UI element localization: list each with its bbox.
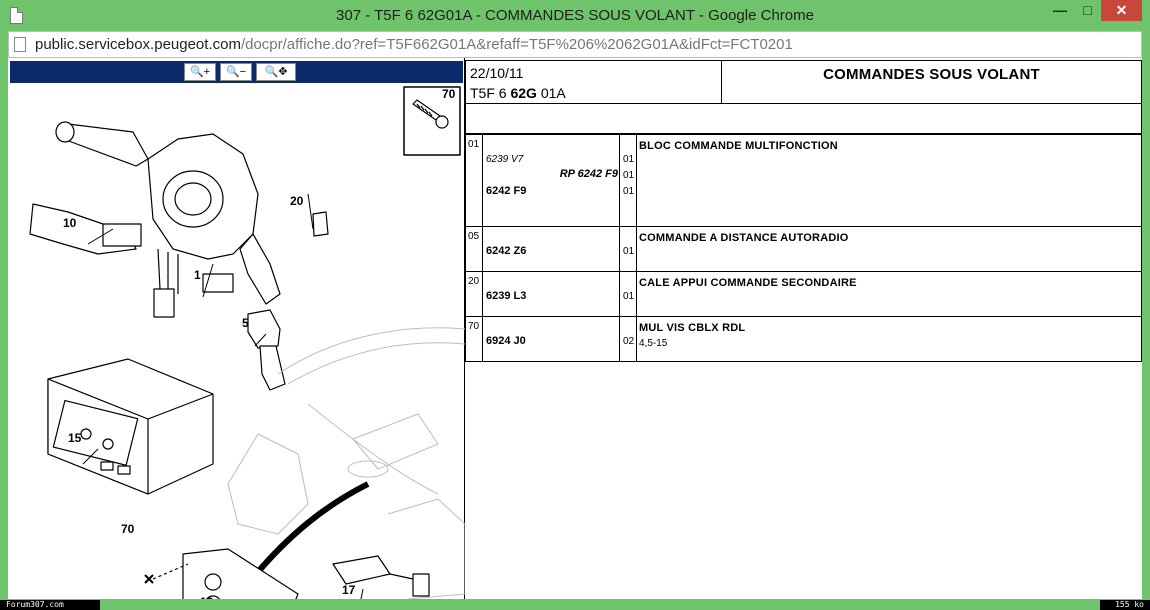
part-position: 01	[466, 135, 483, 226]
window-titlebar	[0, 0, 1150, 31]
part-reference[interactable]: 6242 F9	[486, 185, 527, 197]
callout-1: 1	[194, 268, 201, 282]
callout-5: 5	[242, 316, 249, 330]
table-row[interactable]	[465, 272, 1142, 317]
part-quantity: 01	[623, 291, 635, 302]
part-quantity: 01	[623, 246, 635, 257]
page-title: COMMANDES SOUS VOLANT	[823, 66, 1040, 83]
screw-marker-drawing	[145, 564, 188, 583]
radio-remote-drawing	[248, 310, 285, 390]
ref-prefix: T5F 6	[470, 85, 511, 101]
callout-20: 20	[290, 194, 304, 208]
zoom-in-icon[interactable]: 🔍+	[184, 63, 216, 81]
document-reference-cell	[465, 60, 722, 104]
document-title-cell	[721, 60, 1142, 104]
part-quantity: 01	[623, 154, 635, 165]
status-bar	[0, 599, 1150, 610]
part-quantity: 01	[623, 186, 635, 197]
page-icon	[14, 37, 26, 52]
table-row[interactable]	[465, 134, 1142, 227]
drawing-pane	[8, 58, 465, 599]
part-name: MUL VIS CBLX RDL	[639, 322, 746, 334]
part-name: COMMANDE A DISTANCE AUTORADIO	[639, 232, 849, 244]
part-quantity-cell	[620, 272, 637, 316]
part-position: 20	[466, 272, 483, 316]
callout-10: 10	[63, 216, 77, 230]
alternate-reference: 6239 V7	[486, 154, 524, 165]
document-reference	[470, 85, 566, 101]
callout-70: 70	[121, 522, 135, 536]
window-title: 307 - T5F 6 62G01A - COMMANDES SOUS VOLANT - Google Chrome	[336, 7, 814, 24]
part-quantity: 01	[623, 170, 635, 181]
callout-15: 15	[68, 431, 82, 445]
part-name: CALE APPUI COMMANDE SECONDAIRE	[639, 277, 857, 289]
part-reference-cell	[483, 272, 620, 316]
watermark-left: Forum307.com	[0, 600, 100, 610]
part-position: 05	[466, 227, 483, 271]
zoom-pan-icon[interactable]: 🔍✥	[256, 63, 296, 81]
header-spacer-row	[465, 103, 1142, 134]
callout-70-box: 70	[442, 87, 456, 101]
part-quantity: 02	[623, 336, 635, 347]
page-size-indicator: 155 ko	[1100, 600, 1150, 610]
exploded-parts-diagram	[8, 84, 465, 599]
callout-17: 17	[342, 583, 356, 597]
ref-bold: 62G	[510, 85, 537, 101]
url-domain: public.servicebox.peugeot.com	[35, 36, 241, 53]
part-reference-cell	[483, 227, 620, 271]
part-quantity-cell	[620, 317, 637, 361]
replacement-reference: RP 6242 F9	[559, 168, 618, 180]
page-viewport	[8, 58, 1142, 599]
url-path: /docpr/affiche.do?ref=T5F662G01A&refaff=T5F%206%2062G01A&idFct=FCT0201	[240, 36, 793, 53]
minimize-button[interactable]: —	[1053, 2, 1067, 18]
part-name: BLOC COMMANDE MULTIFONCTION	[639, 140, 838, 152]
zoom-toolbar	[10, 61, 463, 83]
maximize-button[interactable]: □	[1083, 2, 1092, 18]
parts-table	[465, 134, 1142, 362]
part-quantity-cell	[620, 227, 637, 271]
address-bar[interactable]	[8, 31, 1142, 58]
table-row[interactable]	[465, 227, 1142, 272]
part-reference-cell	[483, 135, 620, 226]
parts-pane	[465, 58, 1142, 599]
document-date: 22/10/11	[470, 65, 524, 81]
part-reference[interactable]: 6924 J0	[486, 335, 526, 347]
part-reference[interactable]: 6242 Z6	[486, 245, 527, 257]
ref-suffix: 01A	[536, 85, 566, 101]
part-reference-cell	[483, 317, 620, 361]
part-quantity-cell	[620, 135, 637, 226]
part-note: 4,5-15	[639, 338, 668, 349]
zoom-out-icon[interactable]: 🔍−	[220, 63, 252, 81]
part-position: 70	[466, 317, 483, 361]
clip-drawing	[313, 212, 328, 236]
table-row[interactable]	[465, 317, 1142, 362]
close-button[interactable]: ✕	[1101, 0, 1142, 21]
part-reference[interactable]: 6239 L3	[486, 290, 527, 302]
url-text[interactable]	[35, 36, 793, 53]
radio-unit-drawing	[48, 359, 213, 494]
